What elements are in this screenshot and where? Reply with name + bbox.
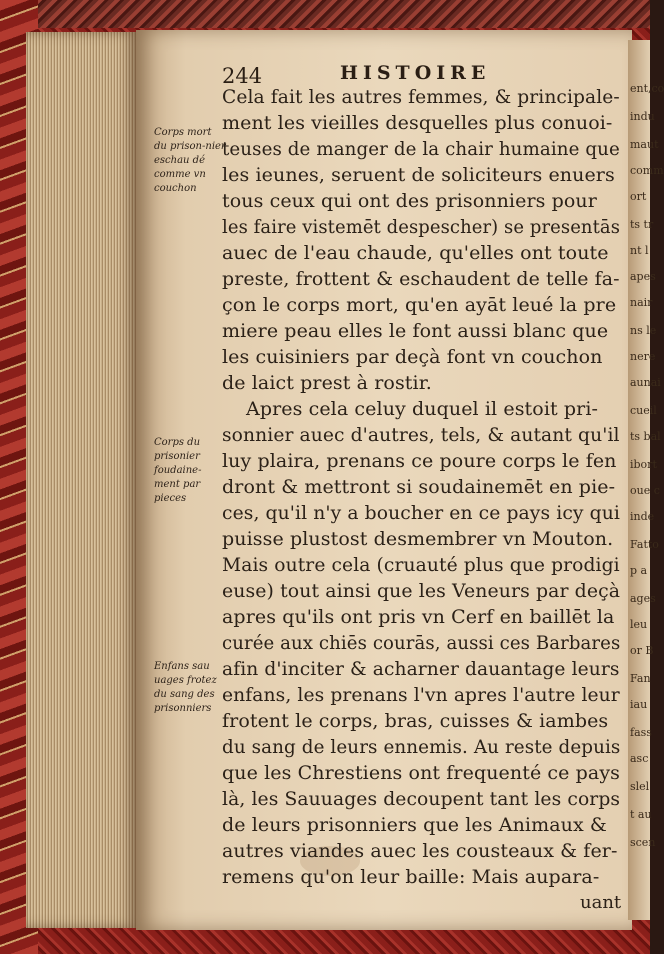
catchword: uant bbox=[580, 892, 622, 913]
margin-note: Corps du prisonier foudaine-ment par pieces bbox=[154, 437, 202, 504]
text-line: autres viandes auec les cousteaux & fer- bbox=[222, 840, 618, 862]
facing-page-fragment: ts tr bbox=[630, 218, 654, 231]
text-line: enfans, les prenans l'vn apres l'autre leur bbox=[222, 684, 620, 706]
text-line: les faire vistemēt despescher) se presentās bbox=[222, 216, 621, 238]
text-line: preste, frottent & eschaudent de telle fa- bbox=[222, 268, 620, 290]
facing-page-fragment: ages bbox=[630, 592, 656, 605]
facing-page-fragment: t au bbox=[630, 808, 652, 821]
facing-page-fragment: indu bbox=[630, 110, 655, 123]
text-line: euse) tout ainsi que les Veneurs par deçà bbox=[222, 580, 621, 602]
text-line: que les Chrestiens ont frequenté ce pays bbox=[222, 762, 621, 784]
facing-page-fragment: ort bbox=[630, 190, 647, 203]
text-line: de laict prest à rostir. bbox=[222, 372, 432, 394]
text-line: dront & mettront si soudainemēt en pie- bbox=[222, 476, 616, 498]
text-line: afin d'inciter & acharner dauantage leurs bbox=[222, 658, 620, 680]
text-line: Mais outre cela (cruauté plus que prodigi bbox=[222, 554, 620, 576]
margin-note: Enfans sau uages frotez du sang des prisonniers bbox=[154, 661, 217, 714]
text-line: puisse plustost desmembrer vn Mouton. bbox=[222, 528, 614, 550]
text-line: de leurs prisonniers que les Animaux & bbox=[222, 814, 607, 836]
facing-page-fragment: iau bbox=[630, 698, 648, 711]
facing-page-fragment: fass bbox=[630, 726, 652, 739]
text-line: Apres cela celuy duquel il estoit pri- bbox=[246, 398, 599, 420]
text-line: tous ceux qui ont des prisonniers pour bbox=[222, 190, 597, 212]
margin-note: Corps mort du prison-nier eschau dé comme vn couchon bbox=[154, 127, 226, 194]
page-number: 244 bbox=[222, 64, 263, 88]
facing-page-fragment: Fatto bbox=[630, 538, 659, 551]
text-line: teuses de manger de la chair humaine que bbox=[222, 138, 620, 160]
text-line: ment les vieilles desquelles plus conuoi- bbox=[222, 112, 613, 134]
facing-page-fragment: ns le bbox=[630, 324, 657, 337]
text-line: les cuisiniers par deçà font vn couchon bbox=[222, 346, 603, 368]
facing-page bbox=[628, 40, 664, 920]
facing-page-fragment: scen bbox=[630, 836, 656, 849]
text-line: apres qu'ils ont pris vn Cerf en baillēt la bbox=[222, 606, 615, 628]
facing-page-fragment: comm bbox=[630, 164, 664, 177]
text-line: frotent le corps, bras, cuisses & iambes bbox=[222, 710, 609, 732]
facing-page-fragment: ent,co bbox=[630, 82, 664, 95]
text-line: auec de l'eau chaude, qu'elles ont toute bbox=[222, 242, 609, 264]
facing-page-fragment: slel bbox=[630, 780, 650, 793]
facing-page-fragment: maut bbox=[630, 138, 659, 151]
text-line: du sang de leurs ennemis. Au reste depuis bbox=[222, 736, 621, 758]
text-line: ces, qu'il n'y a boucher en ce pays icy qui bbox=[222, 502, 620, 524]
text-line: miere peau elles le font aussi blanc que bbox=[222, 320, 609, 342]
running-title: HISTOIRE bbox=[340, 62, 491, 84]
text-line: les ieunes, seruent de soliciteurs enuers bbox=[222, 164, 615, 186]
facing-page-fragment: apes bbox=[630, 270, 656, 283]
text-line: çon le corps mort, qu'en ayāt leué la pre bbox=[222, 294, 617, 316]
facing-page-fragment: asc bbox=[630, 752, 649, 765]
facing-page-fragment: nt l bbox=[630, 244, 649, 257]
facing-page-fragment: nere bbox=[630, 350, 656, 363]
facing-page-fragment: cueil bbox=[630, 404, 657, 417]
text-line: sonnier auec d'autres, tels, & autant qu'il bbox=[222, 424, 620, 446]
facing-page-fragment: Fan bbox=[630, 672, 651, 685]
page-fore-edges bbox=[26, 32, 138, 928]
facing-page-fragment: ibort bbox=[630, 458, 657, 471]
facing-page-fragment: ts bal bbox=[630, 430, 661, 443]
facing-page-fragment: or B bbox=[630, 644, 654, 657]
facing-page-fragment: p a bbox=[630, 564, 648, 577]
facing-page-fragment: nair bbox=[630, 296, 653, 309]
text-line: curée aux chiēs courās, aussi ces Barbares bbox=[222, 632, 621, 654]
text-line: Cela fait les autres femmes, & principale- bbox=[222, 86, 620, 108]
facing-page-fragment: inde bbox=[630, 510, 655, 523]
text-line: luy plaira, prenans ce poure corps le fen bbox=[222, 450, 617, 472]
text-line: là, les Sauuages decoupent tant les corps bbox=[222, 788, 621, 810]
binding-top-edge bbox=[0, 0, 650, 28]
facing-page-fragment: aunai bbox=[630, 376, 661, 389]
facing-page-fragment: oue c bbox=[630, 484, 660, 497]
text-line: remens qu'on leur baille: Mais aupara- bbox=[222, 866, 600, 888]
facing-page-fragment: leu bbox=[630, 618, 648, 631]
